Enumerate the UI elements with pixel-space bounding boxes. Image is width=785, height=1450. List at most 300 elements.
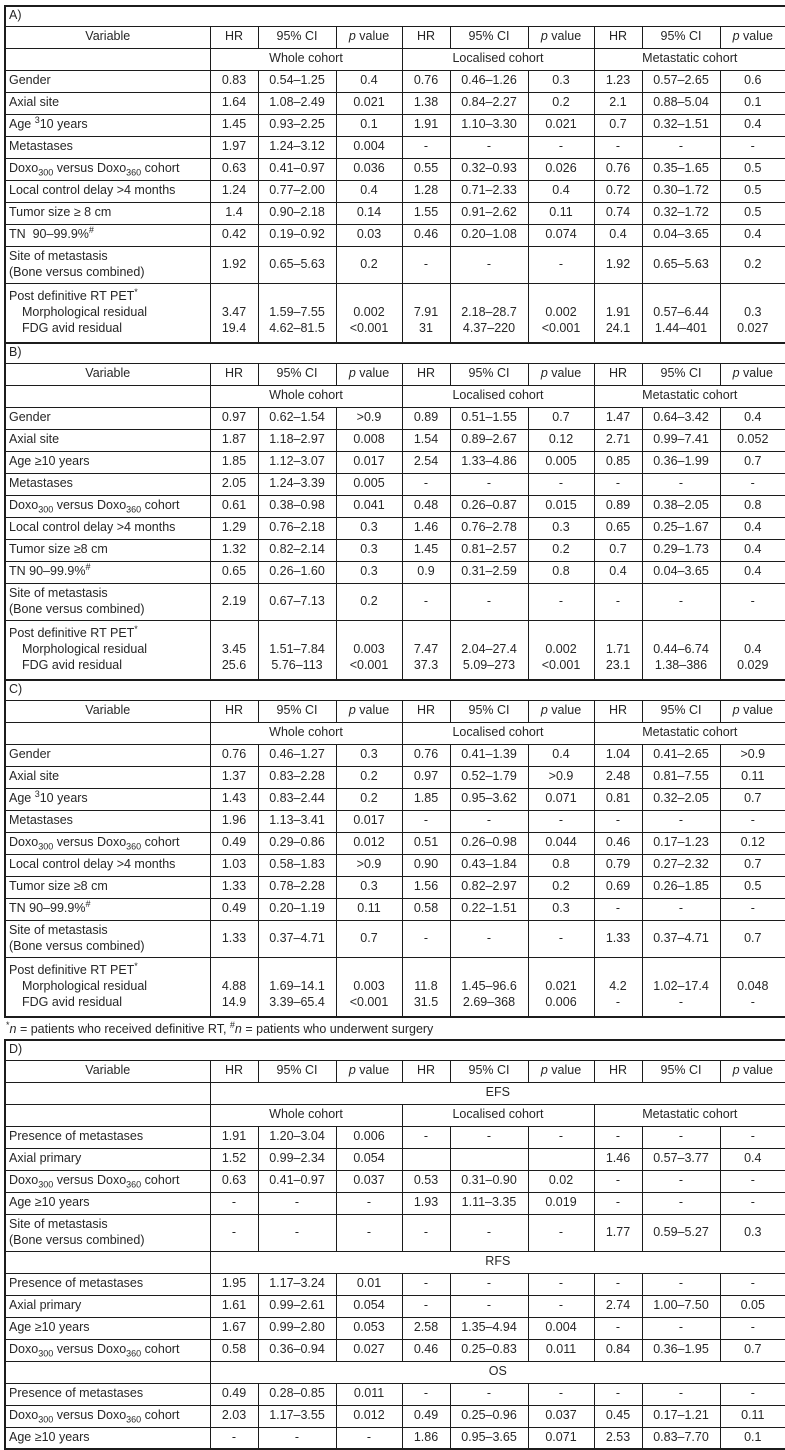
ci-cell: 0.99–2.34 — [258, 1148, 336, 1170]
pvalue-cell: 0.4 — [528, 744, 594, 766]
ci-cell: 0.41–1.39 — [450, 744, 528, 766]
table-row — [5, 1405, 785, 1427]
hr-cell: 0.83 — [210, 70, 258, 92]
ci-cell: 0.38–0.98 — [258, 495, 336, 517]
table-row — [5, 920, 785, 957]
variable-cell: Axial primary — [5, 1148, 210, 1170]
ci-cell: 0.36–0.94 — [258, 1339, 336, 1361]
pvalue-cell: 0.037 — [336, 1170, 402, 1192]
table-row — [5, 26, 785, 48]
pvalue-cell: - — [528, 920, 594, 957]
variable-cell: Site of metastasis (Bone versus combined) — [5, 1214, 210, 1251]
pvalue-cell: 0.4 — [528, 180, 594, 202]
ci-cell: 0.17–1.23 — [642, 832, 720, 854]
ci-cell: 0.38–2.05 — [642, 495, 720, 517]
pvalue-cell: 0.3 — [528, 898, 594, 920]
ci-cell: 0.43–1.84 — [450, 854, 528, 876]
pvalue-cell: 0.1 — [720, 1427, 785, 1449]
table-row — [5, 539, 785, 561]
pvalue-cell: 0.003 <0.001 — [336, 620, 402, 680]
variable-line: Post definitive RT PET* — [9, 961, 138, 978]
pvalue-cell: 0.4 — [720, 517, 785, 539]
pvalue-cell: 0.4 — [720, 1148, 785, 1170]
cohort-header: Localised cohort — [402, 385, 594, 407]
pvalue-cell: 0.5 — [720, 158, 785, 180]
col-header-ci: 95% CI — [642, 1060, 720, 1082]
col-header-pvalue: p value — [720, 700, 785, 722]
results-table-b — [4, 342, 785, 681]
ci-cell: 0.32–0.93 — [450, 158, 528, 180]
pvalue-cell: 0.4 — [720, 114, 785, 136]
hr-cell: 0.65 — [210, 561, 258, 583]
results-table-c — [4, 679, 785, 1018]
table-row — [5, 1427, 785, 1449]
ci-cell: 0.29–1.73 — [642, 539, 720, 561]
col-header-ci: 95% CI — [450, 1060, 528, 1082]
ci-cell: 0.81–2.57 — [450, 539, 528, 561]
pvalue-cell: 0.7 — [528, 407, 594, 429]
ci-cell: 0.31–0.90 — [450, 1170, 528, 1192]
ci-cell: 0.65–5.63 — [642, 246, 720, 283]
col-header-hr: HR — [210, 700, 258, 722]
pvalue-cell: - — [720, 583, 785, 620]
pvalue-cell: - — [528, 1214, 594, 1251]
ci-cell: 0.95–3.65 — [450, 1427, 528, 1449]
spacer-cell — [5, 1361, 210, 1383]
col-header-hr: HR — [594, 26, 642, 48]
ci-cell: 0.36–1.99 — [642, 451, 720, 473]
hr-cell: - — [210, 1427, 258, 1449]
pvalue-cell: 0.11 — [720, 766, 785, 788]
ci-cell: 1.02–17.4 - — [642, 957, 720, 1017]
col-header-ci: 95% CI — [642, 26, 720, 48]
ci-cell: - — [450, 136, 528, 158]
hr-cell: 0.72 — [594, 180, 642, 202]
pvalue-cell: 0.017 — [336, 810, 402, 832]
pvalue-cell — [528, 1148, 594, 1170]
variable-line: FDG avid residual — [22, 320, 123, 335]
section-label: C) — [5, 680, 785, 700]
col-header-ci: 95% CI — [450, 363, 528, 385]
hr-cell: 0.63 — [210, 158, 258, 180]
cohort-header: Whole cohort — [210, 1104, 402, 1126]
table-row — [5, 583, 785, 620]
ci-cell: 0.26–0.98 — [450, 832, 528, 854]
hr-cell: 1.92 — [210, 246, 258, 283]
ci-cell: 1.11–3.35 — [450, 1192, 528, 1214]
hr-cell: 2.58 — [402, 1317, 450, 1339]
pvalue-cell: - — [528, 1383, 594, 1405]
pvalue-cell: 0.12 — [720, 832, 785, 854]
hr-cell: 0.46 — [594, 832, 642, 854]
variable-cell: TN 90–99.9%# — [5, 561, 210, 583]
hr-cell: 1.92 — [594, 246, 642, 283]
hr-cell: 0.4 — [594, 561, 642, 583]
hr-cell: 2.74 — [594, 1295, 642, 1317]
table-row — [5, 1251, 785, 1273]
ci-cell: - — [450, 1126, 528, 1148]
ci-cell: - — [642, 1383, 720, 1405]
pvalue-cell: 0.05 — [720, 1295, 785, 1317]
ci-cell: 0.29–0.86 — [258, 832, 336, 854]
ci-cell: - — [450, 246, 528, 283]
cohort-header: Localised cohort — [402, 48, 594, 70]
ci-cell: - — [450, 1273, 528, 1295]
ci-cell: 0.93–2.25 — [258, 114, 336, 136]
pvalue-cell: 0.054 — [336, 1295, 402, 1317]
ci-cell: 1.18–2.97 — [258, 429, 336, 451]
hr-cell: 0.63 — [210, 1170, 258, 1192]
ci-cell: 1.17–3.55 — [258, 1405, 336, 1427]
col-header-hr: HR — [594, 1060, 642, 1082]
cohort-header: Metastatic cohort — [594, 722, 785, 744]
variable-cell: Age $^3$10 years — [5, 114, 210, 136]
col-header-hr: HR — [402, 1060, 450, 1082]
hr-cell: 11.8 31.5 — [402, 957, 450, 1017]
pvalue-cell: 0.021 — [528, 114, 594, 136]
variable-cell: Site of metastasis (Bone versus combined) — [5, 920, 210, 957]
hr-cell: 0.90 — [402, 854, 450, 876]
section-label: A) — [5, 6, 785, 26]
pvalue-cell: 0.2 — [528, 539, 594, 561]
cohort-header: Metastatic cohort — [594, 385, 785, 407]
hr-cell: 0.55 — [402, 158, 450, 180]
pvalue-cell: - — [720, 136, 785, 158]
col-header-hr: HR — [210, 26, 258, 48]
table-row — [5, 898, 785, 920]
hr-cell: 0.76 — [402, 70, 450, 92]
col-header-variable: Variable — [5, 1060, 210, 1082]
table-row — [5, 48, 785, 70]
hr-cell: - — [402, 810, 450, 832]
table-row — [5, 854, 785, 876]
ci-cell: - — [450, 1383, 528, 1405]
variable-cell: Metastases — [5, 810, 210, 832]
hr-cell: 4.2 - — [594, 957, 642, 1017]
pvalue-cell: 0.11 — [528, 202, 594, 224]
hr-cell: 1.54 — [402, 429, 450, 451]
variable-cell: Site of metastasis (Bone versus combined) — [5, 583, 210, 620]
hr-cell: - — [402, 583, 450, 620]
hr-cell: 1.45 — [210, 114, 258, 136]
table-row — [5, 429, 785, 451]
ci-cell: 0.19–0.92 — [258, 224, 336, 246]
variable-cell: Gender — [5, 744, 210, 766]
table-row — [5, 495, 785, 517]
pvalue-cell: 0.019 — [528, 1192, 594, 1214]
footnote: *n = patients who received definitive RT, #n = patients who underwent surgery — [6, 1019, 434, 1036]
hr-cell: 1.46 — [594, 1148, 642, 1170]
hr-cell: 0.65 — [594, 517, 642, 539]
hr-cell: 0.89 — [594, 495, 642, 517]
table-row — [5, 1339, 785, 1361]
hr-cell: - — [594, 1317, 642, 1339]
pvalue-cell: 0.002 <0.001 — [528, 620, 594, 680]
ci-cell: 0.46–1.26 — [450, 70, 528, 92]
ci-cell: - — [642, 1192, 720, 1214]
pvalue-cell: - — [528, 246, 594, 283]
table-row — [5, 1273, 785, 1295]
ci-cell: 0.83–2.44 — [258, 788, 336, 810]
ci-cell: 0.95–3.62 — [450, 788, 528, 810]
hr-cell: 1.93 — [402, 1192, 450, 1214]
hr-cell: 0.49 — [210, 1383, 258, 1405]
table-row — [5, 1192, 785, 1214]
spacer-cell — [5, 48, 210, 70]
table-row — [5, 700, 785, 722]
hr-cell: 0.58 — [402, 898, 450, 920]
pvalue-cell: 0.4 — [336, 70, 402, 92]
ci-cell: - — [642, 810, 720, 832]
pvalue-cell: 0.005 — [528, 451, 594, 473]
table-row — [5, 810, 785, 832]
hr-cell — [402, 1148, 450, 1170]
pvalue-cell: 0.054 — [336, 1148, 402, 1170]
spacer-cell — [5, 722, 210, 744]
variable-cell — [5, 283, 210, 343]
table-row — [5, 620, 785, 680]
table-row — [5, 1148, 785, 1170]
hr-cell: 0.89 — [402, 407, 450, 429]
hr-cell: 1.45 — [402, 539, 450, 561]
ci-cell: 0.20–1.08 — [450, 224, 528, 246]
pvalue-cell: 0.002 <0.001 — [528, 283, 594, 343]
hr-cell: 0.81 — [594, 788, 642, 810]
hr-cell: 2.53 — [594, 1427, 642, 1449]
hr-cell: 1.47 — [594, 407, 642, 429]
col-header-ci: 95% CI — [258, 700, 336, 722]
pvalue-cell: 0.021 0.006 — [528, 957, 594, 1017]
ci-cell: 0.32–2.05 — [642, 788, 720, 810]
hr-cell: 1.91 — [210, 1126, 258, 1148]
hr-cell: 0.42 — [210, 224, 258, 246]
pvalue-cell: 0.044 — [528, 832, 594, 854]
pvalue-cell: 0.03 — [336, 224, 402, 246]
pvalue-cell: 0.2 — [528, 876, 594, 898]
pvalue-cell: 0.012 — [336, 832, 402, 854]
ci-cell: 0.31–2.59 — [450, 561, 528, 583]
table-row — [5, 788, 785, 810]
hr-cell: 1.38 — [402, 92, 450, 114]
table-row — [5, 180, 785, 202]
table-row — [5, 766, 785, 788]
ci-cell: 0.90–2.18 — [258, 202, 336, 224]
variable-cell: Axial site — [5, 766, 210, 788]
ci-cell: 0.52–1.79 — [450, 766, 528, 788]
ci-cell: 0.04–3.65 — [642, 224, 720, 246]
ci-cell: 0.26–1.60 — [258, 561, 336, 583]
ci-cell — [450, 1148, 528, 1170]
pvalue-cell: 0.017 — [336, 451, 402, 473]
hr-cell: 7.91 31 — [402, 283, 450, 343]
col-header-ci: 95% CI — [258, 26, 336, 48]
hr-cell: 0.45 — [594, 1405, 642, 1427]
pvalue-cell: 0.7 — [336, 920, 402, 957]
variable-cell: Axial site — [5, 429, 210, 451]
variable-cell: Age ≥10 years — [5, 1317, 210, 1339]
pvalue-cell: >0.9 — [528, 766, 594, 788]
variable-cell: Age ≥10 years — [5, 1192, 210, 1214]
results-table-a — [4, 5, 785, 344]
ci-cell: 0.37–4.71 — [258, 920, 336, 957]
ci-cell: 0.78–2.28 — [258, 876, 336, 898]
pvalue-cell: 0.3 — [336, 561, 402, 583]
col-header-ci: 95% CI — [258, 1060, 336, 1082]
col-header-ci: 95% CI — [642, 363, 720, 385]
col-header-ci: 95% CI — [450, 700, 528, 722]
ci-cell: 0.30–1.72 — [642, 180, 720, 202]
col-header-pvalue: p value — [528, 26, 594, 48]
pvalue-cell: 0.026 — [528, 158, 594, 180]
pvalue-cell: 0.2 — [336, 583, 402, 620]
col-header-pvalue: p value — [336, 26, 402, 48]
hr-cell: 1.77 — [594, 1214, 642, 1251]
hr-cell: - — [594, 1192, 642, 1214]
pvalue-cell: - — [720, 1126, 785, 1148]
hr-cell: 1.32 — [210, 539, 258, 561]
variable-line: Morphological residual — [22, 978, 148, 993]
pvalue-cell: 0.12 — [528, 429, 594, 451]
ci-cell: 1.12–3.07 — [258, 451, 336, 473]
table-row — [5, 70, 785, 92]
pvalue-cell: 0.3 — [528, 517, 594, 539]
hr-cell: 1.91 — [402, 114, 450, 136]
ci-cell: 0.62–1.54 — [258, 407, 336, 429]
ci-cell: - — [450, 1214, 528, 1251]
ci-cell: 0.46–1.27 — [258, 744, 336, 766]
hr-cell: 1.33 — [210, 920, 258, 957]
pvalue-cell: 0.02 — [528, 1170, 594, 1192]
col-header-hr: HR — [210, 363, 258, 385]
col-header-variable: Variable — [5, 26, 210, 48]
variable-cell: Metastases — [5, 473, 210, 495]
ci-cell: - — [450, 1295, 528, 1317]
variable-cell: Tumor size ≥8 cm — [5, 876, 210, 898]
ci-cell: 1.00–7.50 — [642, 1295, 720, 1317]
outcome-title: EFS — [210, 1082, 785, 1104]
pvalue-cell: - — [528, 473, 594, 495]
pvalue-cell: - — [720, 1383, 785, 1405]
col-header-ci: 95% CI — [642, 700, 720, 722]
ci-cell: 0.57–3.77 — [642, 1148, 720, 1170]
hr-cell: - — [594, 1273, 642, 1295]
hr-cell: 1.91 24.1 — [594, 283, 642, 343]
pvalue-cell: 0.4 — [720, 539, 785, 561]
variable-cell: Gender — [5, 70, 210, 92]
ci-cell: 0.88–5.04 — [642, 92, 720, 114]
table-row — [5, 680, 785, 700]
ci-cell: 0.99–7.41 — [642, 429, 720, 451]
pvalue-cell: 0.005 — [336, 473, 402, 495]
variable-cell: Metastases — [5, 136, 210, 158]
outcome-title: OS — [210, 1361, 785, 1383]
variable-cell — [5, 957, 210, 1017]
hr-cell: 0.79 — [594, 854, 642, 876]
spacer-cell — [5, 1104, 210, 1126]
variable-cell: Tumor size ≥8 cm — [5, 539, 210, 561]
table-row — [5, 1383, 785, 1405]
variable-cell: Site of metastasis (Bone versus combined) — [5, 246, 210, 283]
cohort-header: Whole cohort — [210, 722, 402, 744]
table-row — [5, 1317, 785, 1339]
ci-cell: 0.59–5.27 — [642, 1214, 720, 1251]
pvalue-cell: 0.006 — [336, 1126, 402, 1148]
hr-cell: 1.56 — [402, 876, 450, 898]
hr-cell: 0.7 — [594, 539, 642, 561]
variable-line: Post definitive RT PET* — [9, 624, 138, 641]
ci-cell: 0.54–1.25 — [258, 70, 336, 92]
ci-cell: 0.35–1.65 — [642, 158, 720, 180]
pvalue-cell: 0.2 — [336, 246, 402, 283]
variable-cell: Presence of metastases — [5, 1126, 210, 1148]
pvalue-cell: - — [528, 1295, 594, 1317]
ci-cell: 0.28–0.85 — [258, 1383, 336, 1405]
table-row — [5, 1104, 785, 1126]
hr-cell: 0.97 — [402, 766, 450, 788]
ci-cell: 0.04–3.65 — [642, 561, 720, 583]
ci-cell: 0.36–1.95 — [642, 1339, 720, 1361]
cohort-header: Metastatic cohort — [594, 1104, 785, 1126]
hr-cell: 0.51 — [402, 832, 450, 854]
ci-cell: 1.24–3.12 — [258, 136, 336, 158]
table-row — [5, 1126, 785, 1148]
pvalue-cell: 0.2 — [528, 92, 594, 114]
ci-cell: 0.83–7.70 — [642, 1427, 720, 1449]
cohort-header: Whole cohort — [210, 385, 402, 407]
ci-cell: 0.67–7.13 — [258, 583, 336, 620]
hr-cell: 3.47 19.4 — [210, 283, 258, 343]
ci-cell: 0.76–2.78 — [450, 517, 528, 539]
ci-cell: 0.58–1.83 — [258, 854, 336, 876]
ci-cell: 1.51–7.84 5.76–113 — [258, 620, 336, 680]
pvalue-cell: 0.021 — [336, 92, 402, 114]
hr-cell: 0.69 — [594, 876, 642, 898]
ci-cell: 1.45–96.6 2.69–368 — [450, 957, 528, 1017]
hr-cell: 0.61 — [210, 495, 258, 517]
ci-cell: 0.91–2.62 — [450, 202, 528, 224]
ci-cell: 0.44–6.74 1.38–386 — [642, 620, 720, 680]
ci-cell: - — [642, 1317, 720, 1339]
hr-cell: - — [402, 246, 450, 283]
pvalue-cell: >0.9 — [720, 744, 785, 766]
hr-cell: 0.74 — [594, 202, 642, 224]
pvalue-cell: - — [720, 898, 785, 920]
table-section-c — [4, 679, 781, 1018]
pvalue-cell: 0.3 — [336, 539, 402, 561]
hr-cell: 1.97 — [210, 136, 258, 158]
pvalue-cell: 0.4 — [336, 180, 402, 202]
hr-cell: 2.54 — [402, 451, 450, 473]
variable-cell: Doxo$_{300}$ versus Doxo$_{360}$ cohort — [5, 1170, 210, 1192]
hr-cell: 1.85 — [402, 788, 450, 810]
ci-cell: - — [258, 1192, 336, 1214]
pvalue-cell: 0.002 <0.001 — [336, 283, 402, 343]
pvalue-cell: 0.041 — [336, 495, 402, 517]
ci-cell: - — [258, 1427, 336, 1449]
hr-cell: 1.46 — [402, 517, 450, 539]
ci-cell: - — [258, 1214, 336, 1251]
ci-cell: 0.77–2.00 — [258, 180, 336, 202]
pvalue-cell: 0.7 — [720, 854, 785, 876]
pvalue-cell: 0.3 — [528, 70, 594, 92]
table-row — [5, 876, 785, 898]
pvalue-cell: - — [336, 1214, 402, 1251]
table-section-b — [4, 342, 781, 681]
ci-cell: 0.26–0.87 — [450, 495, 528, 517]
hr-cell: 1.52 — [210, 1148, 258, 1170]
ci-cell: 0.83–2.28 — [258, 766, 336, 788]
hr-cell: - — [594, 583, 642, 620]
